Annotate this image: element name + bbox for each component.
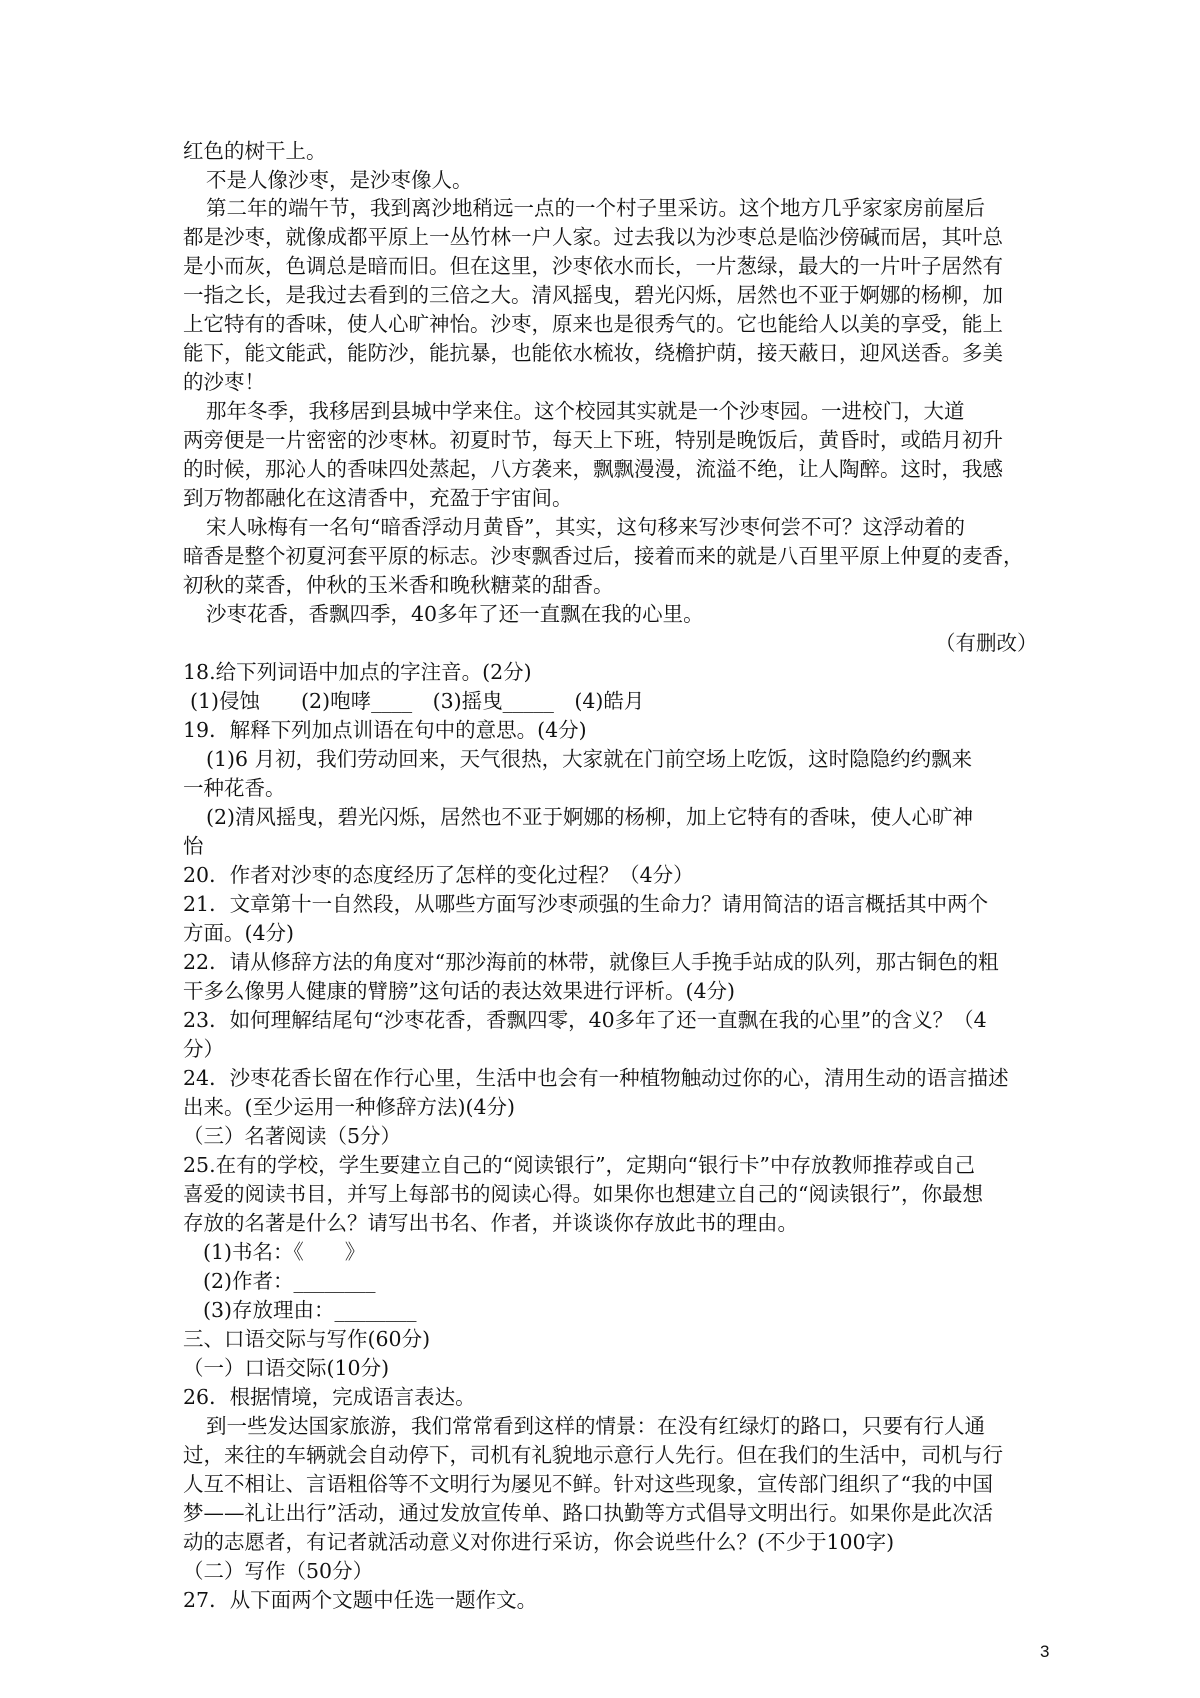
text-line: 到一些发达国家旅游，我们常常看到这样的情景：在没有红绿灯的路口，只要有行人通 (206, 1414, 985, 1438)
text-line: 红色的树干上。 (183, 139, 327, 163)
text-line: 22．请从修辞方法的角度对“那沙海前的林带，就像巨人手挽手站成的队列，那古铜色的粗 (183, 950, 999, 974)
text-line: （有删改） (935, 631, 1038, 655)
text-line: （二）写作（50分） (183, 1559, 374, 1583)
text-line: 分） (183, 1037, 224, 1061)
text-line: (2)作者：________ (203, 1269, 376, 1293)
text-line: 27．从下面两个文题中任选一题作文。 (183, 1588, 538, 1612)
text-line: 21．文章第十一自然段，从哪些方面写沙枣顽强的生命力？请用简洁的语言概括其中两个 (183, 892, 989, 916)
text-line: 第二年的端午节，我到离沙地稍远一点的一个村子里采访。这个地方几乎家家房前屋后 (206, 196, 985, 220)
text-line: 宋人咏梅有一名句“暗香浮动月黄昏”，其实，这句移来写沙枣何尝不可？这浮动着的 (206, 515, 965, 539)
text-line: 一指之长，是我过去看到的三倍之大。清风摇曳，碧光闪烁，居然也不亚于婀娜的杨柳，加 (183, 283, 1003, 307)
text-line: （一）口语交际(10分) (183, 1356, 390, 1380)
text-line: 怡 (183, 834, 204, 858)
text-line: (1)6 月初，我们劳动回来，天气很热，大家就在门前空场上吃饭，这时隐隐约约飘来 (206, 747, 973, 771)
text-line: 喜爱的阅读书目，并写上每部书的阅读心得。如果你也想建立自己的“阅读银行”，你最想 (183, 1182, 983, 1206)
text-line: 能下，能文能武，能防沙，能抗暴，也能依水梳妆，绕檐护荫，接天蔽日，迎风送香。多美 (183, 341, 1003, 365)
text-line: 18.给下列词语中加点的字注音。(2分) (183, 660, 532, 684)
text-line: 暗香是整个初夏河套平原的标志。沙枣飘香过后，接着而来的就是八百里平原上仲夏的麦香， (183, 544, 1024, 568)
text-line: 存放的名著是什么？请写出书名、作者，并谈谈你存放此书的理由。 (183, 1211, 798, 1235)
text-line: （三）名著阅读（5分） (183, 1124, 402, 1148)
text-line: 初秋的菜香，仲秋的玉米香和晚秋糖菜的甜香。 (183, 573, 614, 597)
text-line: 梦——礼让出行”活动，通过发放宣传单、路口执勤等方式倡导文明出行。如果你是此次活 (183, 1501, 993, 1525)
text-line: 方面。(4分) (183, 921, 295, 945)
text-line: (1)侵蚀 (2)咆哮____ (3)摇曳_____ (4)皓月 (190, 689, 645, 713)
text-line: 上它特有的香味，使人心旷神怡。沙枣，原来也是很秀气的。它也能给人以美的享受，能上 (183, 312, 1003, 336)
page-number: 3 (1040, 1642, 1050, 1661)
text-line: 一种花香。 (183, 776, 286, 800)
text-line: 19．解释下列加点训语在句中的意思。(4分) (183, 718, 587, 742)
text-line: 到万物都融化在这清香中，充盈于宇宙间。 (183, 486, 573, 510)
text-line: (2)清风摇曳，碧光闪烁，居然也不亚于婀娜的杨柳，加上它特有的香味，使人心旷神 (206, 805, 974, 829)
text-line: 两旁便是一片密密的沙枣林。初夏时节，每天上下班，特别是晚饭后，黄昏时，或皓月初升 (183, 428, 1003, 452)
text-line: 的沙枣！ (183, 370, 265, 394)
text-line: (3)存放理由：________ (203, 1298, 417, 1322)
text-line: (1)书名：《 》 (203, 1240, 366, 1264)
text-line: 20．作者对沙枣的态度经历了怎样的变化过程？（4分） (183, 863, 694, 887)
text-line: 24．沙枣花香长留在作行心里，生活中也会有一种植物触动过你的心，清用生动的语言描述 (183, 1066, 1009, 1090)
text-line: 干多么像男人健康的臂膀”这句话的表达效果进行评析。(4分) (183, 979, 736, 1003)
text-line: 人互不相让、言语粗俗等不文明行为屡见不鲜。针对这些现象，宣传部门组织了“我的中国 (183, 1472, 993, 1496)
text-line: 23．如何理解结尾句“沙枣花香，香飘四零，40多年了还一直飘在我的心里”的含义？（4 (183, 1008, 987, 1032)
text-line: 是小而灰，色调总是暗而旧。但在这里，沙枣依水而长，一片葱绿，最大的一片叶子居然有 (183, 254, 1003, 278)
text-line: 的时候，那沁人的香味四处蒸起，八方袭来，飘飘漫漫，流溢不绝，让人陶醉。这时，我感 (183, 457, 1003, 481)
text-line: 沙枣花香，香飘四季，40多年了还一直飘在我的心里。 (206, 602, 704, 626)
text-line: 那年冬季，我移居到县城中学来住。这个校园其实就是一个沙枣园。一进校门，大道 (206, 399, 965, 423)
text-line: 三、口语交际与写作(60分) (183, 1327, 431, 1351)
text-line: 25.在有的学校，学生要建立自己的“阅读银行”，定期向“银行卡”中存放教师推荐或自己 (183, 1153, 976, 1177)
text-line: 不是人像沙枣，是沙枣像人。 (206, 168, 473, 192)
text-line: 26．根据情境，完成语言表达。 (183, 1385, 476, 1409)
text-line: 动的志愿者，有记者就活动意义对你进行采访，你会说些什么？(不少于100字) (183, 1530, 895, 1554)
text-line: 出来。(至少运用一种修辞方法)(4分) (183, 1095, 516, 1119)
text-line: 过，来往的车辆就会自动停下，司机有礼貌地示意行人先行。但在我们的生活中，司机与行 (183, 1443, 1003, 1467)
text-line: 都是沙枣，就像成都平原上一丛竹林一户人家。过去我以为沙枣总是临沙傍碱而居，其叶总 (183, 225, 1003, 249)
